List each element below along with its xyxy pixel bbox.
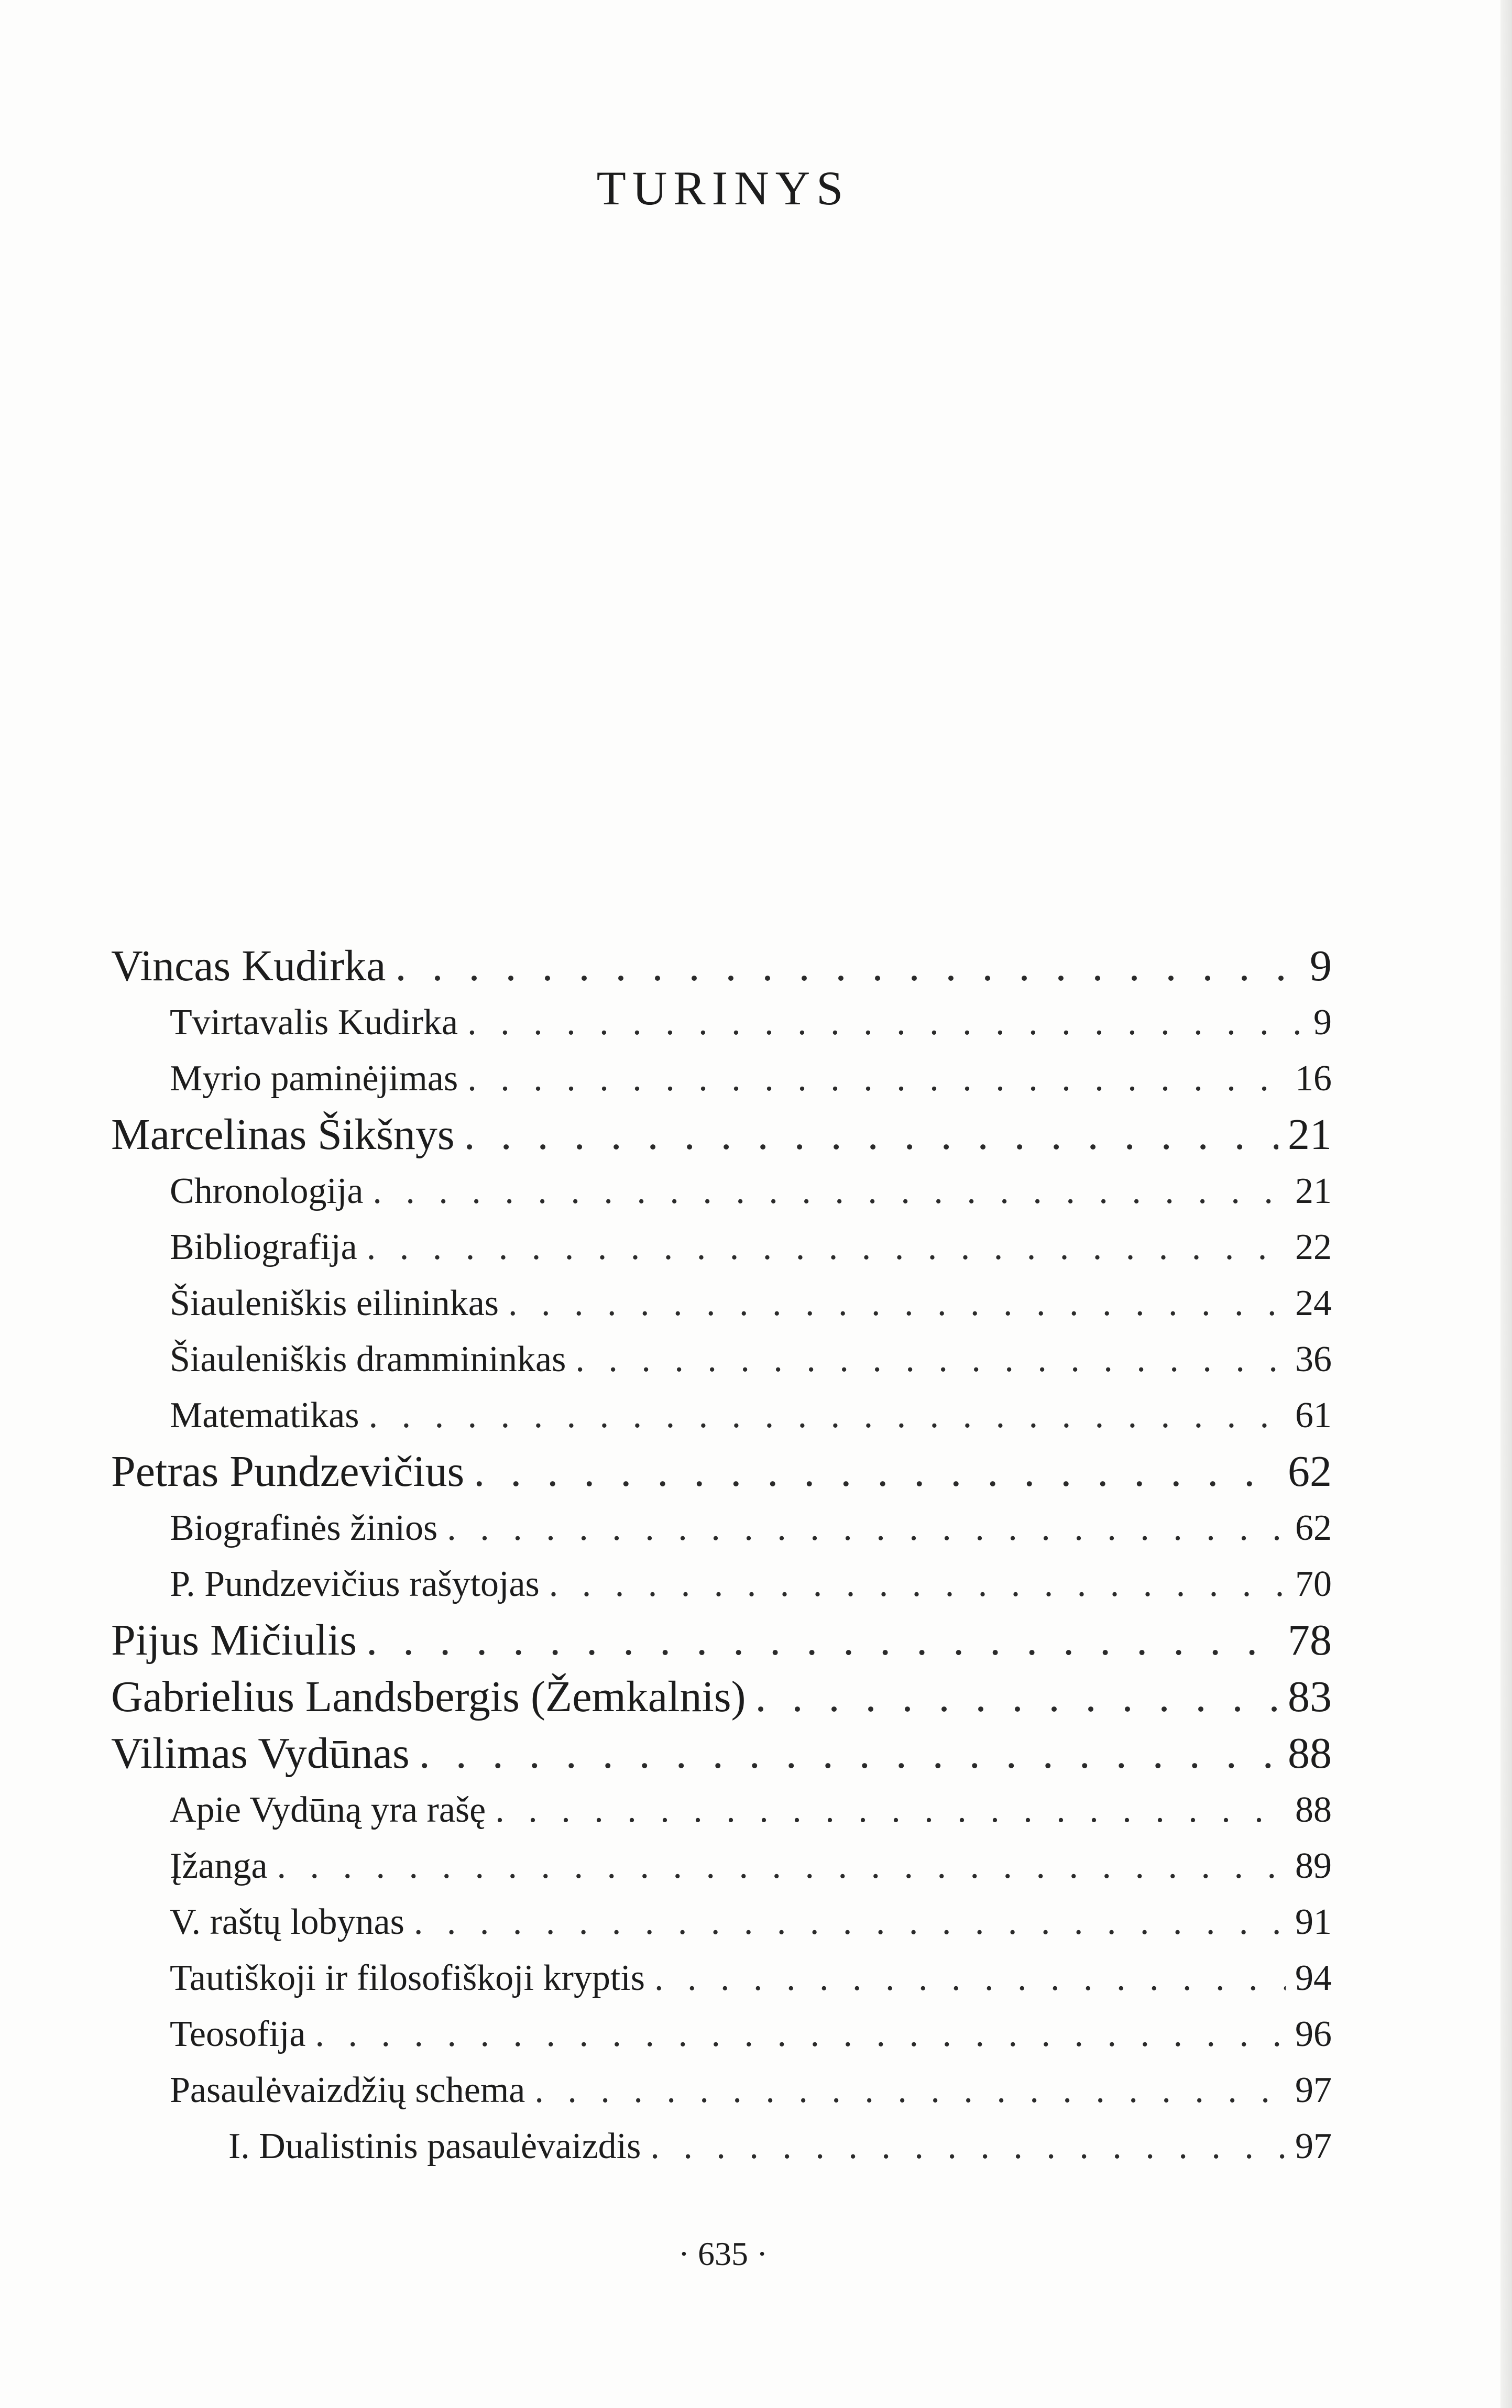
toc-dot-leader: [369, 1387, 1286, 1443]
toc-dot-leader: [315, 2006, 1286, 2062]
toc-entry-title: Šiauleniškis drammininkas: [170, 1339, 566, 1380]
page-edge: [1500, 0, 1512, 2408]
toc-entry-title: Petras Pundzevičius: [111, 1447, 465, 1496]
toc-entry: [111, 1219, 1332, 1275]
toc-entry: [111, 2062, 1332, 2118]
toc-dot-leader: [395, 938, 1300, 994]
toc-entry-title: Matematikas: [170, 1395, 359, 1436]
toc-entry-page: 78: [1288, 1616, 1332, 1665]
toc-entry-title: Chronologija: [170, 1171, 364, 1211]
toc-entry-title: Bibliografija: [170, 1227, 357, 1267]
toc-entry-page: 61: [1295, 1395, 1332, 1436]
toc-dot-leader: [414, 1894, 1286, 1950]
toc-entry-page: 9: [1313, 1002, 1332, 1043]
toc-entry: [111, 1500, 1332, 1556]
toc-dot-leader: [575, 1331, 1286, 1387]
toc-entry: [111, 2006, 1332, 2062]
toc-entry: [111, 1387, 1332, 1443]
toc-entry: [111, 2118, 1332, 2174]
toc-entry-title: V. raštų lobynas: [170, 1902, 404, 1942]
toc-entry: [111, 1163, 1332, 1219]
toc-entry-page: 16: [1295, 1058, 1332, 1099]
toc-entry: [111, 1443, 1332, 1500]
toc-entry-page: 22: [1295, 1227, 1332, 1267]
toc-entry: [111, 1612, 1332, 1669]
toc-dot-leader: [467, 1050, 1286, 1107]
page-number: · 635 ·: [678, 2235, 768, 2272]
toc-entry: [111, 1275, 1332, 1331]
toc-dot-leader: [467, 994, 1304, 1050]
toc-entry-page: 97: [1295, 2070, 1332, 2110]
toc-dot-leader: [654, 1950, 1286, 2006]
toc-entry-page: 88: [1295, 1790, 1332, 1830]
toc-entry-page: 96: [1295, 2014, 1332, 2054]
toc-entry-title: Gabrielius Landsbergis (Žemkalnis): [111, 1672, 746, 1721]
toc-entry-title: Apie Vydūną yra rašę: [170, 1790, 486, 1830]
toc-dot-leader: [508, 1275, 1286, 1331]
toc-entry-page: 88: [1288, 1729, 1332, 1778]
toc-entry-page: 36: [1295, 1339, 1332, 1380]
toc-entry-title: Myrio paminėjimas: [170, 1058, 458, 1099]
toc-dot-leader: [464, 1107, 1278, 1163]
toc-dot-leader: [549, 1556, 1286, 1612]
toc-entry: [111, 1669, 1332, 1725]
toc-entry-title: Pijus Mičiulis: [111, 1616, 357, 1665]
toc-entry: [111, 1107, 1332, 1163]
toc-entry-title: P. Pundzevičius rašytojas: [170, 1564, 540, 1604]
toc-entry-page: 97: [1295, 2126, 1332, 2166]
toc-dot-leader: [419, 1725, 1278, 1782]
toc-entry: [111, 1782, 1332, 1838]
toc-entry: [111, 1950, 1332, 2006]
toc-entry-title: Tautiškoji ir filosofiškoji kryptis: [170, 1958, 645, 1998]
toc-entry-title: Įžanga: [170, 1846, 268, 1886]
toc-entry-title: I. Dualistinis pasaulėvaizdis: [228, 2126, 641, 2166]
toc-entry: [111, 1894, 1332, 1950]
toc-entry-page: 9: [1310, 942, 1332, 990]
toc-entry: [111, 1331, 1332, 1387]
toc-dot-leader: [277, 1838, 1286, 1894]
toc-dot-leader: [755, 1669, 1278, 1725]
toc-entry: [111, 938, 1332, 994]
toc-entry-title: Teosofija: [170, 2014, 306, 2054]
toc-dot-leader: [447, 1500, 1286, 1556]
toc-dot-leader: [372, 1163, 1286, 1219]
toc-entry: [111, 1725, 1332, 1782]
toc-entry-title: Tvirtavalis Kudirka: [170, 1002, 458, 1043]
toc-dot-leader: [474, 1443, 1278, 1500]
page-title: TURINYS: [596, 161, 850, 215]
toc-entry: [111, 1050, 1332, 1107]
toc-dot-leader: [650, 2118, 1286, 2174]
toc-entry-title: Marcelinas Šikšnys: [111, 1110, 455, 1159]
toc-entry-page: 70: [1295, 1564, 1332, 1604]
toc-entry-title: Šiauleniškis eilininkas: [170, 1283, 499, 1323]
toc-entry-page: 91: [1295, 1902, 1332, 1942]
toc-entry-page: 21: [1288, 1110, 1332, 1159]
table-of-contents: [111, 938, 1332, 2174]
toc-dot-leader: [534, 2062, 1286, 2118]
toc-entry: [111, 994, 1332, 1050]
toc-dot-leader: [367, 1219, 1286, 1275]
toc-dot-leader: [495, 1782, 1286, 1838]
toc-entry: [111, 1838, 1332, 1894]
toc-entry-title: Vilimas Vydūnas: [111, 1729, 410, 1778]
toc-entry-page: 62: [1295, 1508, 1332, 1548]
toc-entry-page: 89: [1295, 1846, 1332, 1886]
toc-entry-page: 21: [1295, 1171, 1332, 1211]
toc-entry-page: 62: [1288, 1447, 1332, 1496]
toc-entry-title: Vincas Kudirka: [111, 942, 386, 990]
toc-entry-page: 24: [1295, 1283, 1332, 1323]
toc-entry-title: Biografinės žinios: [170, 1508, 438, 1548]
toc-entry: [111, 1556, 1332, 1612]
toc-entry-page: 83: [1288, 1672, 1332, 1721]
toc-entry-title: Pasaulėvaizdžių schema: [170, 2070, 525, 2110]
toc-entry-page: 94: [1295, 1958, 1332, 1998]
toc-dot-leader: [366, 1612, 1278, 1669]
